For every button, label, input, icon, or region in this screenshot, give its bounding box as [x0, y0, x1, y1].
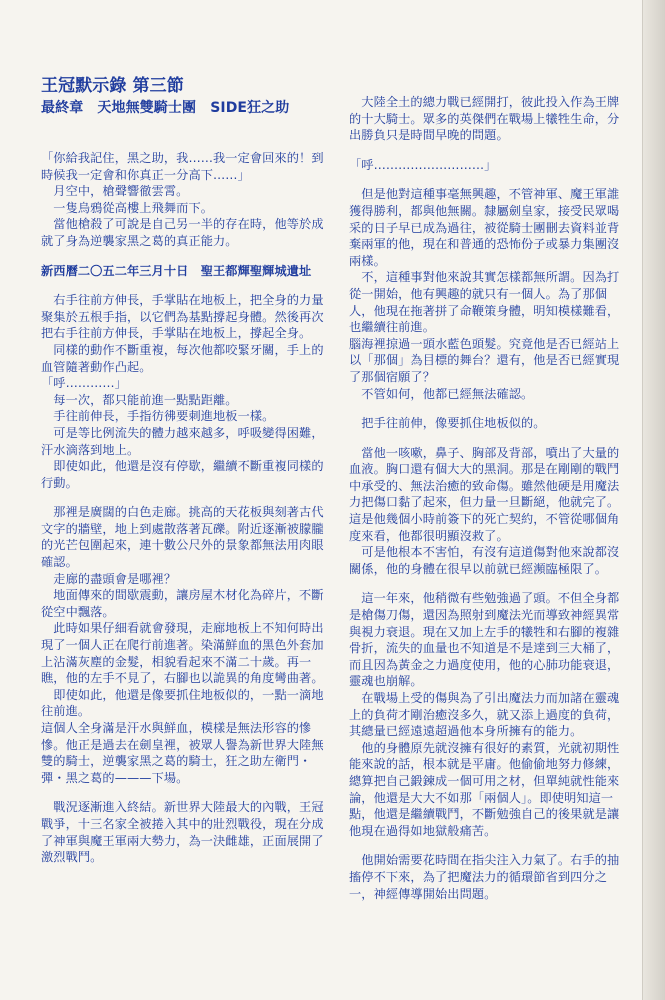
chapter-subtitle: 最終章 天地無雙騎士團 SIDE狂之助	[41, 100, 290, 116]
paragraph: 走廊的盡頭會是哪裡？	[41, 571, 177, 586]
paragraph: 但是他對這種事毫無興趣，不管神軍、魔王軍誰獲得勝利，都與他無關。隸屬劍皇家，接受民眾喝采的日子早已成為過往，被從騎士團刪去資料並背棄兩軍的他，現在和普通的恐怖份子或暴力集團沒兩樣。	[349, 187, 620, 268]
page-edge	[642, 0, 665, 1000]
paragraph: 不，這種事對他來說其實怎樣都無所謂。因為打從一開始，他有興趣的就只有一個人。為了那個人，他現在拖著拼了命鞭策身體，明知模樣難看，也繼續往前進。	[349, 270, 620, 335]
paragraph: 大陸全土的總力戰已經開打，彼此投入作為王牌的十大騎士。眾多的英傑們在戰場上犧牲生命，分出勝負只是時間早晚的問題。	[349, 95, 620, 143]
paragraph: 「你給我記住，黑之助，我……我一定會回來的！到時候我一定會和你真正一分高下……」	[41, 151, 324, 182]
paragraph: 同樣的動作不斷重複，每次他都咬緊牙關，手上的血管隨著動作凸起。	[41, 342, 324, 374]
chapter-title: 王冠默示錄 第三節	[41, 76, 184, 96]
paragraph: 即使如此，他還是沒有停歇，繼續不斷重複同樣的行動。	[41, 459, 324, 490]
paragraph: 可是等比例流失的體力越來越多，呼吸變得困難，汗水滴落到地上。	[41, 425, 324, 457]
paragraph: 戰況逐漸進入終結。新世界大陸最大的內戰，王冠戰爭，十三名家全被捲入其中的壯烈戰役，現在分成了神軍與魔王軍兩大勢力，為一決雌雄，正面展開了激烈戰鬥。	[41, 800, 324, 865]
paragraph: 月空中，槍聲響徹雲霄。	[41, 184, 189, 199]
left-column	[41, 76, 326, 866]
paragraph: 在戰場上受的傷與為了引出魔法力而加諸在靈魂上的負荷才剛治癒沒多久，就又添上過度的負荷，其總量已經遠遠超過他本身所擁有的能力。	[349, 691, 620, 739]
paragraph-gap	[349, 577, 621, 590]
paragraph-gap	[41, 279, 326, 292]
right-column	[349, 94, 621, 902]
paragraph: 他的身體原先就沒擁有很好的素質，光就初期性能來說的話，根本就是平庸。他偷偷地努力修練，總算把自己鍛鍊成一個可用之材，但單純就性能來論，他還是大大不如那「兩個人」。即使明知這一點，他還是繼續戰鬥，不斷勉強自己的後果就是讓他現在過得如地獄般痛苦。	[349, 740, 620, 838]
paragraph-gap	[349, 402, 621, 415]
paragraph-gap	[41, 491, 326, 504]
paragraph: 腦海裡掠過一頭水藍色頭髮。究竟他是否已經站上以「那個」為目標的舞台？還有，他是否已經實現了那個宿願了？	[349, 336, 620, 384]
paragraph-gap	[41, 786, 326, 799]
paragraph-gap	[349, 144, 621, 157]
paragraph: 即使如此，他還是像要抓住地板似的，一點一滴地往前進。	[41, 687, 324, 719]
paragraph: 一隻烏鴉從高樓上飛舞而下。	[41, 200, 214, 215]
paragraph-gap	[349, 839, 621, 852]
paragraph: 那裡是廣闊的白色走廊。挑高的天花板與刻著古代文字的牆壁，地上到處散落著瓦礫。附近逐漸被朦朧的光芒包圍起來，連十數公尺外的景象都無法用肉眼確認。	[41, 505, 324, 570]
paragraph-gap	[41, 250, 326, 263]
paragraph: 他開始需要花時間在指尖注入力氣了。右手的抽搐停不下來，為了把魔法力的循環節省到四分之一，神經傳導開始出問題。	[349, 853, 620, 901]
paragraph: 每一次，都只能前進一點點距離。	[41, 392, 238, 407]
date-heading: 新西曆二〇五二年三月十日 聖王都輝聖輝城遺址	[41, 263, 312, 278]
paragraph: 「呼…………」	[41, 376, 128, 391]
paragraph: 把手往前伸，像要抓住地板似的。	[349, 416, 546, 431]
paragraph-gap	[349, 432, 621, 445]
paragraph: 右手往前方伸長，手掌貼在地板上，把全身的力量聚集於五根手指，以它們為基點撐起身體。然後再次把右手往前方伸長，手掌貼在地板上，撐起全身。	[41, 293, 324, 341]
paragraph: 手往前伸長，手指彷彿要刺進地板一樣。	[41, 409, 275, 424]
paragraph: 當他一咳嗽，鼻子、胸部及背部，噴出了大量的血液。胸口還有個大大的黑洞。那是在剛剛的戰鬥中承受的、無法治癒的致命傷。雖然他硬是用魔法力把傷口黏了起來，但力量一旦斷絕，他就完了。這是他幾個小時前簽下的死亡契約，不管從哪個角度來看，他都很明顯沒救了。	[349, 445, 620, 543]
paragraph: 「呼………………………」	[349, 157, 497, 172]
paragraph: 這一年來，他稍微有些勉強過了頭。不但全身都是槍傷刀傷，還因為照射到魔法光而導致神經異常與視力衰退。現在又加上左手的犧牲和右腳的複雜骨折，流失的血量也不知道是不是達到三大桶了，而且因為黃金之力過度使用，他的心肺功能衰退，靈魂也崩解。	[349, 591, 620, 689]
paragraph: 不管如何，他都已經無法確認。	[349, 386, 534, 401]
paragraph: 地面傳來的間歇震動，讓房屋木材化為碎片，不斷從空中飄落。	[41, 588, 324, 619]
paragraph: 這個人全身滿是汗水與鮮血，模樣是無法形容的慘慘。他正是過去在劍皇裡，被眾人譽為新世界大陸無雙的騎士，逆襲家黑之葛的騎士，狂之助左衛門・彈・黑之葛的———下場。	[41, 721, 324, 785]
paragraph: 此時如果仔細看就會發現，走廊地板上不知何時出現了一個人正在爬行前進著。染滿鮮血的黑色外套加上沾滿灰塵的金髮，相貌看起來不滿二十歲。再一瞧，他的左手不見了，右腳也以詭異的角度彎曲著。	[41, 621, 324, 686]
paragraph: 當他槍殺了可說是自己另一半的存在時，他等於成就了身為逆襲家黑之葛的真正能力。	[41, 217, 324, 248]
paragraph: 可是他根本不害怕，有沒有這道傷對他來說都沒關係，他的身體在很早以前就已經瀕臨極限了。	[349, 545, 620, 576]
paragraph-gap	[349, 173, 621, 186]
